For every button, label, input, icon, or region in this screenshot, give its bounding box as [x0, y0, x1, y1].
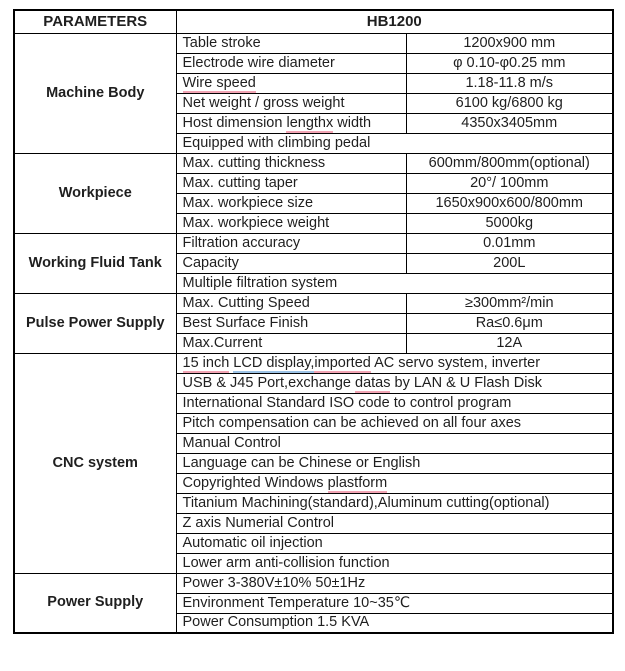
table-row [14, 233, 613, 253]
feature-cell [176, 593, 613, 613]
param-value-cell: 5000kg [406, 213, 613, 233]
feature-cell [176, 473, 613, 493]
group-label-power-supply: Power Supply [14, 573, 176, 633]
param-name-cell [176, 193, 406, 213]
table-row [14, 293, 613, 313]
feature-cell [176, 273, 613, 293]
param-value-cell: 200L [406, 253, 613, 273]
cell-text: Environment Temperature 10~35℃ [182, 594, 411, 611]
cell-text: Capacity [182, 254, 239, 271]
cell-text: Lower arm anti-collision function [182, 554, 390, 571]
param-name-cell [176, 313, 406, 333]
param-value-cell: 1650x900x600/800mm [406, 193, 613, 213]
param-value-cell: 1.18-11.8 m/s [406, 73, 613, 93]
proofing-underline-pink: Wire speed [183, 75, 256, 93]
table-row [14, 573, 613, 593]
header-parameters: PARAMETERS [14, 10, 176, 33]
proofing-underline-pink: plastform [328, 475, 388, 493]
cell-text: by LAN & U Flash Disk [390, 374, 542, 391]
cell-text: Max. workpiece weight [182, 214, 330, 231]
param-name-cell [176, 73, 406, 93]
cell-text: Electrode wire diameter [182, 54, 335, 71]
cell-text: Host dimension [182, 114, 287, 131]
group-label-workpiece: Workpiece [14, 153, 176, 233]
table-row [14, 353, 613, 373]
feature-cell [176, 353, 613, 373]
feature-cell [176, 533, 613, 553]
group-label-pulse-power-supply: Pulse Power Supply [14, 293, 176, 353]
feature-cell [176, 373, 613, 393]
header-model: HB1200 [176, 10, 613, 33]
param-name-cell [176, 93, 406, 113]
feature-cell [176, 493, 613, 513]
group-label-machine-body: Machine Body [14, 33, 176, 153]
cell-text: International Standard ISO code to control program [182, 394, 512, 411]
param-name-cell [176, 293, 406, 313]
param-value-cell: Ra≤0.6μm [406, 313, 613, 333]
cell-text: Manual Control [182, 434, 281, 451]
cell-text: Copyrighted Windows [182, 474, 328, 491]
table-row [14, 153, 613, 173]
param-value-cell: 1200x900 mm [406, 33, 613, 53]
param-name-cell [176, 113, 406, 133]
param-value-cell: 12A [406, 333, 613, 353]
cell-text: Filtration accuracy [182, 234, 301, 251]
cell-text: Max.Current [182, 334, 263, 351]
param-name-cell [176, 233, 406, 253]
cell-text: Max. workpiece size [182, 194, 314, 211]
cell-text: Max. cutting taper [182, 174, 298, 191]
cell-text: Max. Cutting Speed [182, 294, 310, 311]
feature-cell [176, 453, 613, 473]
param-value-cell: 6100 kg/6800 kg [406, 93, 613, 113]
table-row [14, 33, 613, 53]
cell-text: width [333, 114, 372, 131]
group-label-working-fluid-tank: Working Fluid Tank [14, 233, 176, 293]
proofing-underline-pink: datas [355, 375, 390, 393]
param-name-cell [176, 153, 406, 173]
spec-table [13, 9, 614, 634]
param-name-cell [176, 253, 406, 273]
proofing-underline-pink: 15 inch [183, 355, 230, 373]
cell-text: Table stroke [182, 34, 261, 51]
feature-cell [176, 133, 613, 153]
cell-text: Multiple filtration system [182, 274, 338, 291]
header-row [14, 10, 613, 33]
param-value-cell: 0.01mm [406, 233, 613, 253]
proofing-underline-pink: imported [314, 355, 370, 373]
cell-text: Net weight / gross weight [182, 94, 345, 111]
group-label-cnc-system: CNC system [14, 353, 176, 573]
feature-cell [176, 433, 613, 453]
cell-text: Equipped with climbing pedal [182, 134, 371, 151]
param-value-cell: 600mm/800mm(optional) [406, 153, 613, 173]
param-value-cell: 4350x3405mm [406, 113, 613, 133]
feature-cell [176, 393, 613, 413]
proofing-underline-blue: LCD display, [233, 355, 314, 373]
cell-text: Titanium Machining(standard),Aluminum cutting(optional) [182, 494, 550, 511]
feature-cell [176, 613, 613, 633]
cell-text: Language can be Chinese or English [182, 454, 421, 471]
feature-cell [176, 413, 613, 433]
param-name-cell [176, 333, 406, 353]
param-name-cell [176, 173, 406, 193]
feature-cell [176, 553, 613, 573]
cell-text: USB & J45 Port,exchange [182, 374, 355, 391]
param-name-cell [176, 33, 406, 53]
param-value-cell: φ 0.10-φ0.25 mm [406, 53, 613, 73]
cell-text: Power 3-380V±10% 50±1Hz [182, 574, 366, 591]
cell-text: Pitch compensation can be achieved on all four axes [182, 414, 522, 431]
feature-cell [176, 573, 613, 593]
cell-text: Power Consumption 1.5 KVA [182, 614, 370, 631]
proofing-underline-pink: lengthx [286, 115, 333, 133]
cell-text: AC servo system, inverter [370, 354, 541, 371]
feature-cell [176, 513, 613, 533]
cell-text: Best Surface Finish [182, 314, 309, 331]
param-value-cell: ≥300mm²/min [406, 293, 613, 313]
cell-text: Automatic oil injection [182, 534, 323, 551]
param-value-cell: 20°/ 100mm [406, 173, 613, 193]
param-name-cell [176, 53, 406, 73]
cell-text: Z axis Numerial Control [182, 514, 334, 531]
spec-table-body [14, 33, 613, 633]
cell-text: Max. cutting thickness [182, 154, 326, 171]
param-name-cell [176, 213, 406, 233]
